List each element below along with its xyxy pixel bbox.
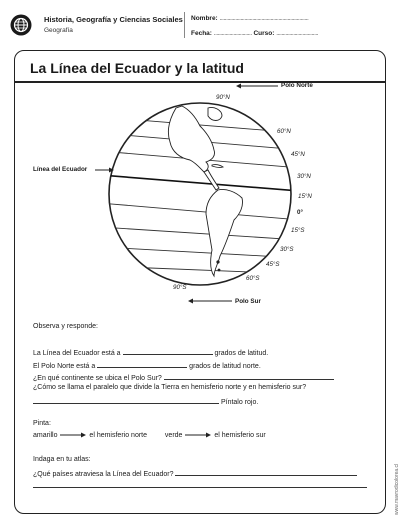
q2-suffix: grados de latitud norte. <box>189 363 261 370</box>
subject-area: Geografía <box>44 27 73 34</box>
lat-90s: 90°S <box>173 284 187 291</box>
q1-answer-blank[interactable] <box>123 347 213 355</box>
q4-answer-blank[interactable] <box>33 396 219 404</box>
color-yellow: amarillo <box>33 432 58 439</box>
date-dots: ............................. <box>213 30 252 37</box>
lat-30s: 30°S <box>280 246 294 253</box>
question-4-answer <box>33 396 258 406</box>
worksheet-title: La Línea del Ecuador y la latitud <box>30 60 244 76</box>
equator-label: Línea del Ecuador <box>33 166 88 173</box>
q2-answer-blank[interactable] <box>97 360 187 368</box>
course-label: Curso: <box>253 30 275 37</box>
island-dot-1 <box>216 260 219 263</box>
date-label: Fecha: <box>191 30 212 37</box>
q3-text: ¿En qué continente se ubica el Polo Sur? <box>33 375 162 382</box>
lat-15s: 15°S <box>291 227 305 234</box>
research-question <box>33 468 357 478</box>
course-dots: ................................ <box>276 30 319 37</box>
south-pole-label: Polo Sur <box>235 298 261 305</box>
paint-heading: Pinta: <box>33 420 51 427</box>
lat-45n: 45°N <box>291 151 305 158</box>
island-dot-2 <box>218 269 221 272</box>
lat-60n: 60°N <box>277 128 291 135</box>
instruction-text: Observa y responde: <box>33 323 98 330</box>
question-2 <box>33 360 261 370</box>
lat-15n: 15°N <box>298 193 312 200</box>
research-heading: Indaga en tu atlas: <box>33 456 91 463</box>
name-dots: .................................................................... <box>219 15 309 22</box>
q3-answer-blank[interactable] <box>164 372 334 380</box>
research-answer-blank-2[interactable] <box>33 487 367 488</box>
research-answer-blank-1[interactable] <box>175 468 357 476</box>
lat-90n: 90°N <box>216 94 230 101</box>
north-pole-label: Polo Norte <box>281 82 313 89</box>
q4-suffix: Píntalo rojo. <box>220 399 259 406</box>
paint-instructions <box>33 432 266 439</box>
question-1 <box>33 347 268 357</box>
target-south: el hemisferio sur <box>214 432 266 439</box>
color-green: verde <box>164 432 183 439</box>
question-3 <box>33 372 334 382</box>
lat-0: 0° <box>297 209 303 216</box>
lat-30n: 30°N <box>297 173 311 180</box>
target-north: el hemisferio norte <box>89 432 148 439</box>
question-4: ¿Cómo se llama el paralelo que divide la Tierra en hemisferio norte y en hemisferio sur? <box>33 384 307 391</box>
site-credit: www.mavrodicolorea.cl <box>394 463 400 515</box>
arrow-right-icon <box>59 432 87 438</box>
north-pole-arrowhead <box>236 84 241 89</box>
name-label: Nombre: <box>191 15 218 22</box>
q1-text: La Línea del Ecuador está a <box>33 350 121 357</box>
q1-suffix: grados de latitud. <box>214 350 269 357</box>
arrow-right-icon <box>184 432 212 438</box>
lat-60s: 60°S <box>246 275 260 282</box>
research-question-text: ¿Qué países atraviesa la Línea del Ecuador? <box>33 471 174 478</box>
q2-text: El Polo Norte está a <box>33 363 96 370</box>
south-pole-arrowhead <box>188 299 193 304</box>
subject-title: Historia, Geografía y Ciencias Sociales <box>44 15 183 24</box>
lat-45s: 45°S <box>266 261 280 268</box>
